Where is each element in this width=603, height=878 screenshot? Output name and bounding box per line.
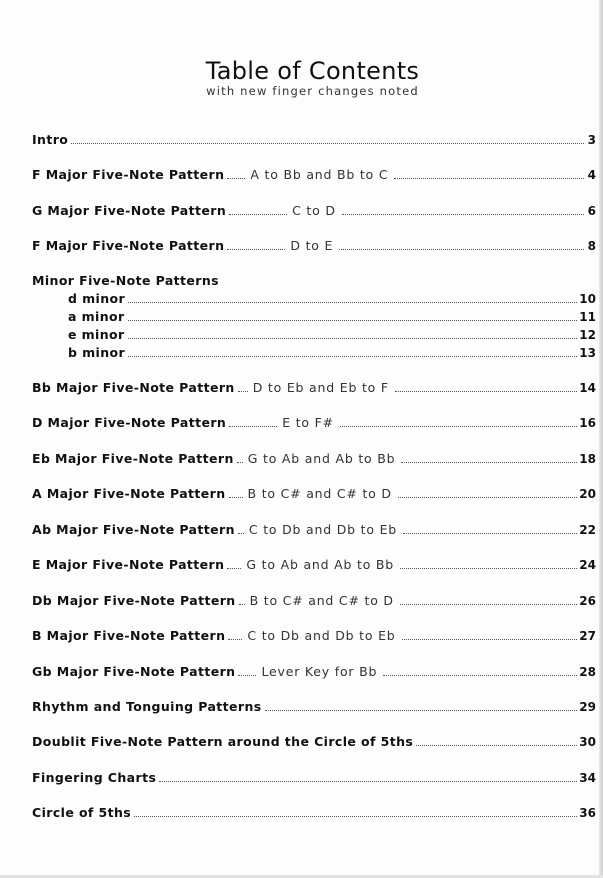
toc-entry-d-major[interactable]: [32, 415, 596, 431]
toc-page-number: 14: [579, 381, 596, 395]
toc-page-number: 13: [579, 346, 596, 360]
toc-page-number: 26: [579, 594, 596, 608]
dot-leader: [239, 603, 245, 605]
dot-leader: [238, 674, 256, 676]
toc-page-number: 20: [579, 487, 596, 501]
dot-leader: [128, 301, 577, 303]
toc-page-number: 24: [579, 558, 596, 572]
toc-entry-label: a minor: [68, 309, 125, 324]
toc-page-number: 16: [579, 416, 596, 430]
toc-page-number: 10: [579, 292, 596, 306]
toc-entry-bb-major[interactable]: [32, 380, 596, 396]
toc-entry-f-major-2[interactable]: [32, 238, 596, 254]
toc-entry-label: Gb Major Five-Note Pattern: [32, 664, 236, 679]
dot-leader: [402, 638, 578, 640]
toc-page-number: 3: [587, 133, 596, 147]
dot-leader: [339, 248, 584, 250]
toc-entry-a-minor[interactable]: [68, 309, 596, 325]
toc-entry-ab-major[interactable]: [32, 522, 596, 538]
toc-entry-label: Bb Major Five-Note Pattern: [32, 380, 235, 395]
finger-change-note: C to Db and Db to Eb: [244, 628, 398, 644]
toc-page-number: 36: [579, 806, 596, 820]
toc-entry-label: F Major Five-Note Pattern: [32, 167, 225, 182]
dot-leader: [134, 815, 577, 817]
toc-entry-intro[interactable]: [32, 132, 596, 148]
dot-leader: [400, 603, 577, 605]
toc-entry-label: Ab Major Five-Note Pattern: [32, 522, 235, 537]
dot-leader: [227, 248, 285, 250]
toc-entry-label: e minor: [68, 327, 125, 342]
dot-leader: [394, 177, 584, 179]
toc-entry-b-minor[interactable]: [68, 345, 596, 361]
finger-change-note: G to Ab and Ab to Bb: [245, 451, 399, 467]
dot-leader: [128, 319, 578, 321]
dot-leader: [342, 213, 584, 215]
toc-entry-label: Doublit Five-Note Pattern around the Circle of 5ths: [32, 734, 414, 749]
dot-leader: [398, 496, 577, 498]
finger-change-note: D to Eb and Eb to F: [250, 380, 392, 396]
toc-entry-g-major[interactable]: [32, 203, 596, 219]
dot-leader: [159, 780, 577, 782]
dot-leader: [265, 709, 578, 711]
toc-entry-label: F Major Five-Note Pattern: [32, 238, 225, 253]
toc-entry-label: G Major Five-Note Pattern: [32, 203, 227, 218]
dot-leader: [416, 744, 577, 746]
finger-change-note: C to Db and Db to Eb: [246, 522, 400, 538]
dot-leader: [227, 177, 245, 179]
toc-entry-circle-of-5ths[interactable]: [32, 805, 596, 821]
page-title: Table of Contents: [205, 57, 420, 85]
toc-page-number: 8: [587, 239, 596, 253]
toc-entry-b-major[interactable]: [32, 628, 596, 644]
toc-entry-label: Fingering Charts: [32, 770, 157, 785]
toc-page-number: 18: [579, 452, 596, 466]
dot-leader: [229, 213, 287, 215]
toc-page-number: 29: [579, 700, 596, 714]
dot-leader: [128, 355, 577, 357]
finger-change-note: Lever Key for Bb: [258, 664, 380, 680]
dot-leader: [237, 461, 243, 463]
toc-entry-label: D Major Five-Note Pattern: [32, 415, 227, 430]
toc-page-number: 6: [587, 204, 596, 218]
dot-leader: [229, 496, 243, 498]
dot-leader: [395, 390, 577, 392]
dot-leader: [383, 674, 577, 676]
toc-entry-label: E Major Five-Note Pattern: [32, 557, 225, 572]
dot-leader: [128, 337, 578, 339]
toc-entry-d-minor[interactable]: [68, 291, 596, 307]
toc-page-number: 11: [579, 310, 596, 324]
toc-entry-e-major[interactable]: [32, 557, 596, 573]
minor-section-heading: Minor Five-Note Patterns: [32, 273, 220, 288]
toc-entry-db-major[interactable]: [32, 593, 596, 609]
toc-page-number: 12: [579, 328, 596, 342]
toc-page-number: 28: [579, 665, 596, 679]
toc-entry-label: d minor: [68, 291, 126, 306]
finger-change-note: A to Bb and Bb to C: [247, 167, 391, 183]
toc-entry-label: b minor: [68, 345, 126, 360]
toc-entry-label: A Major Five-Note Pattern: [32, 486, 226, 501]
finger-change-note: C to D: [289, 203, 339, 219]
toc-entry-gb-major[interactable]: [32, 664, 596, 680]
toc-entry-label: Rhythm and Tonguing Patterns: [32, 699, 262, 714]
dot-leader: [400, 567, 577, 569]
toc-entry-label: B Major Five-Note Pattern: [32, 628, 226, 643]
toc-entry-e-minor[interactable]: [68, 327, 596, 343]
toc-entry-f-major-1[interactable]: [32, 167, 596, 183]
toc-page-number: 30: [579, 735, 596, 749]
toc-entry-eb-major[interactable]: [32, 451, 596, 467]
dot-leader: [340, 425, 577, 427]
toc-entry-label: Db Major Five-Note Pattern: [32, 593, 236, 608]
page-edge-shadow: [599, 0, 603, 878]
dot-leader: [229, 425, 277, 427]
dot-leader: [401, 461, 577, 463]
dot-leader: [228, 638, 242, 640]
dot-leader: [227, 567, 241, 569]
page-subtitle: with new finger changes noted: [206, 84, 419, 98]
finger-change-note: B to C# and C# to D: [245, 486, 395, 502]
finger-change-note: B to C# and C# to D: [247, 593, 397, 609]
dot-leader: [71, 142, 584, 144]
dot-leader: [238, 532, 244, 534]
toc-entry-label: Circle of 5ths: [32, 805, 132, 820]
toc-entry-a-major[interactable]: [32, 486, 596, 502]
finger-change-note: D to E: [287, 238, 336, 254]
toc-entry-label: Eb Major Five-Note Pattern: [32, 451, 234, 466]
toc-entry-label: Intro: [32, 132, 69, 147]
toc-page-number: 22: [579, 523, 596, 537]
toc-page-number: 4: [587, 168, 596, 182]
toc-page-number: 27: [579, 629, 596, 643]
dot-leader: [403, 532, 577, 534]
dot-leader: [238, 390, 248, 392]
toc-page-number: 34: [579, 771, 596, 785]
toc-entry-rhythm[interactable]: [32, 699, 596, 715]
toc-entry-doublit[interactable]: [32, 734, 596, 750]
finger-change-note: G to Ab and Ab to Bb: [243, 557, 397, 573]
finger-change-note: E to F#: [279, 415, 337, 431]
toc-entry-fingering-charts[interactable]: [32, 770, 596, 786]
